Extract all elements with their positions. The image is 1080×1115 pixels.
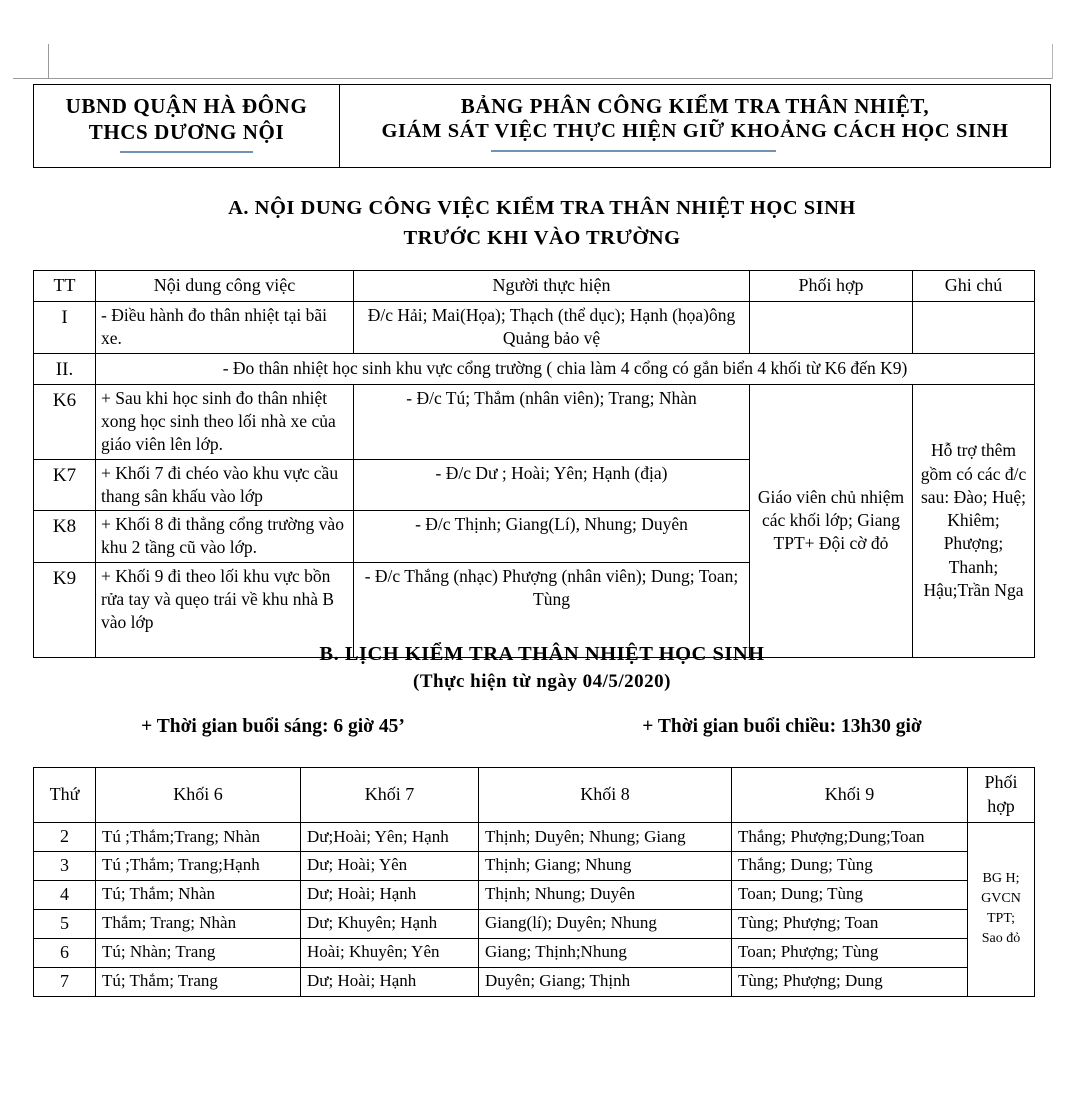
cell-grade8: Giang(lí); Duyên; Nhung <box>479 909 732 938</box>
cell-grade7: Dư; Hoài; Hạnh <box>301 967 479 996</box>
table-row <box>34 880 1035 909</box>
column-header-coop: Phối hợp <box>968 768 1035 823</box>
cell-grade8: Thịnh; Duyên; Nhung; Giang <box>479 822 732 851</box>
cell-content: + Khối 9 đi theo lối khu vực bồn rửa tay và quẹo trái về khu nhà B vào lớp <box>96 562 354 657</box>
cell-tt: K8 <box>34 511 96 563</box>
cell-tt: K7 <box>34 459 96 511</box>
cell-grade6: Tú; Nhàn; Trang <box>96 938 301 967</box>
table-row <box>34 384 1035 459</box>
page-margin-rule-right <box>1052 44 1053 79</box>
cell-merged-description: - Đo thân nhiệt học sinh khu vực cổng trường ( chia làm 4 cổng có gắn biển 4 khối từ K6 đến K9) <box>96 353 1035 384</box>
column-header-coop: Phối hợp <box>750 271 913 302</box>
schedule-times <box>33 716 1051 738</box>
section-b-heading-line-2: (Thực hiện từ ngày 04/5/2020) <box>413 670 671 692</box>
cell-grade8: Giang; Thịnh;Nhung <box>479 938 732 967</box>
section-a-heading-line-1: A. NỘI DUNG CÔNG VIỆC KIỂM TRA THÂN NHIỆT HỌC SINH <box>228 197 856 219</box>
cell-coop-merged: Giáo viên chủ nhiệm các khối lớp; Giang TPT+ Đội cờ đỏ <box>750 384 913 657</box>
column-header-tt: TT <box>34 271 96 302</box>
column-header-grade8: Khối 8 <box>479 768 732 823</box>
table-row-header <box>34 271 1035 302</box>
cell-day: 4 <box>34 880 96 909</box>
section-b-heading <box>33 640 1051 695</box>
column-header-note: Ghi chú <box>913 271 1035 302</box>
cell-content: + Khối 8 đi thẳng cổng trường vào khu 2 tầng cũ vào lớp. <box>96 511 354 563</box>
column-header-content: Nội dung công việc <box>96 271 354 302</box>
cell-people: - Đ/c Dư ; Hoài; Yên; Hạnh (địa) <box>354 459 750 511</box>
table-row <box>34 353 1035 384</box>
cell-people: - Đ/c Thắng (nhạc) Phượng (nhân viên); Dung; Toan; Tùng <box>354 562 750 657</box>
authority-line-2: THCS DƯƠNG NỘI <box>88 120 285 145</box>
cell-tt: K6 <box>34 384 96 459</box>
cell-grade6: Tú; Thắm; Nhàn <box>96 880 301 909</box>
cell-note <box>913 302 1035 354</box>
cell-grade9: Toan; Dung; Tùng <box>732 880 968 909</box>
cell-coop <box>750 302 913 354</box>
cell-note-merged: Hỗ trợ thêm gồm có các đ/c sau: Đào; Huệ; Khiêm; Phượng; Thanh; Hậu;Trần Nga <box>913 384 1035 657</box>
cell-people: Đ/c Hải; Mai(Họa); Thạch (thể dục); Hạnh (họa)ông Quảng bảo vệ <box>354 302 750 354</box>
afternoon-time: + Thời gian buổi chiều: 13h30 giờ <box>642 716 922 737</box>
authority-underline <box>120 151 253 154</box>
cell-tt: II. <box>34 353 96 384</box>
column-header-day: Thứ <box>34 768 96 823</box>
cell-grade6: Tú ;Thắm; Trang;Hạnh <box>96 851 301 880</box>
section-b-heading-line-1: B. LỊCH KIỂM TRA THÂN NHIỆT HỌC SINH <box>319 643 765 665</box>
cell-day: 5 <box>34 909 96 938</box>
cell-grade6: Tú ;Thắm;Trang; Nhàn <box>96 822 301 851</box>
page-margin-rule-left <box>48 44 49 79</box>
document-title-line-1: BẢNG PHÂN CÔNG KIỂM TRA THÂN NHIỆT, <box>460 94 930 118</box>
cell-coop-merged: BG H; GVCN TPT; Sao đỏ <box>968 822 1035 996</box>
work-assignment-table <box>33 270 1035 658</box>
masthead-issuing-authority <box>34 85 340 167</box>
weekly-schedule-table <box>33 767 1035 997</box>
cell-day: 6 <box>34 938 96 967</box>
cell-grade8: Thịnh; Nhung; Duyên <box>479 880 732 909</box>
cell-people: - Đ/c Thịnh; Giang(Lí), Nhung; Duyên <box>354 511 750 563</box>
table-row <box>34 851 1035 880</box>
cell-grade6: Thắm; Trang; Nhàn <box>96 909 301 938</box>
cell-grade9: Tùng; Phượng; Toan <box>732 909 968 938</box>
table-row <box>34 822 1035 851</box>
cell-grade7: Dư; Hoài; Hạnh <box>301 880 479 909</box>
table-row <box>34 967 1035 996</box>
cell-grade9: Tùng; Phượng; Dung <box>732 967 968 996</box>
masthead-document-title <box>340 85 1050 167</box>
column-header-people: Người thực hiện <box>354 271 750 302</box>
cell-content: + Khối 7 đi chéo vào khu vực cầu thang sân khấu vào lớp <box>96 459 354 511</box>
cell-grade7: Dư; Hoài; Yên <box>301 851 479 880</box>
section-a-heading-line-2: TRƯỚC KHI VÀO TRƯỜNG <box>403 226 681 249</box>
cell-day: 7 <box>34 967 96 996</box>
authority-line-1: UBND QUẬN HÀ ĐÔNG <box>65 94 308 118</box>
column-header-grade6: Khối 6 <box>96 768 301 823</box>
cell-people: - Đ/c Tú; Thắm (nhân viên); Trang; Nhàn <box>354 384 750 459</box>
cell-grade7: Dư; Khuyên; Hạnh <box>301 909 479 938</box>
document-masthead <box>33 84 1051 168</box>
table-row <box>34 938 1035 967</box>
table-row-header <box>34 768 1035 823</box>
cell-grade9: Thắng; Dung; Tùng <box>732 851 968 880</box>
cell-grade7: Hoài; Khuyên; Yên <box>301 938 479 967</box>
section-a-heading <box>33 194 1051 253</box>
cell-day: 3 <box>34 851 96 880</box>
cell-day: 2 <box>34 822 96 851</box>
column-header-grade9: Khối 9 <box>732 768 968 823</box>
cell-grade7: Dư;Hoài; Yên; Hạnh <box>301 822 479 851</box>
page-margin-rule-horizontal <box>13 78 1053 79</box>
cell-tt: I <box>34 302 96 354</box>
cell-grade8: Thịnh; Giang; Nhung <box>479 851 732 880</box>
cell-content: - Điều hành đo thân nhiệt tại bãi xe. <box>96 302 354 354</box>
cell-grade9: Toan; Phượng; Tùng <box>732 938 968 967</box>
table-row <box>34 909 1035 938</box>
table-row <box>34 302 1035 354</box>
morning-time: + Thời gian buổi sáng: 6 giờ 45’ <box>141 716 405 737</box>
cell-tt: K9 <box>34 562 96 657</box>
cell-grade8: Duyên; Giang; Thịnh <box>479 967 732 996</box>
cell-grade6: Tú; Thắm; Trang <box>96 967 301 996</box>
document-title-line-2: GIÁM SÁT VIỆC THỰC HIỆN GIỮ KHOẢNG CÁCH HỌC SINH <box>381 120 1009 143</box>
cell-grade9: Thắng; Phượng;Dung;Toan <box>732 822 968 851</box>
document-title-underline <box>491 150 776 153</box>
cell-content: + Sau khi học sinh đo thân nhiệt xong học sinh theo lối nhà xe của giáo viên lên lớp. <box>96 384 354 459</box>
column-header-grade7: Khối 7 <box>301 768 479 823</box>
